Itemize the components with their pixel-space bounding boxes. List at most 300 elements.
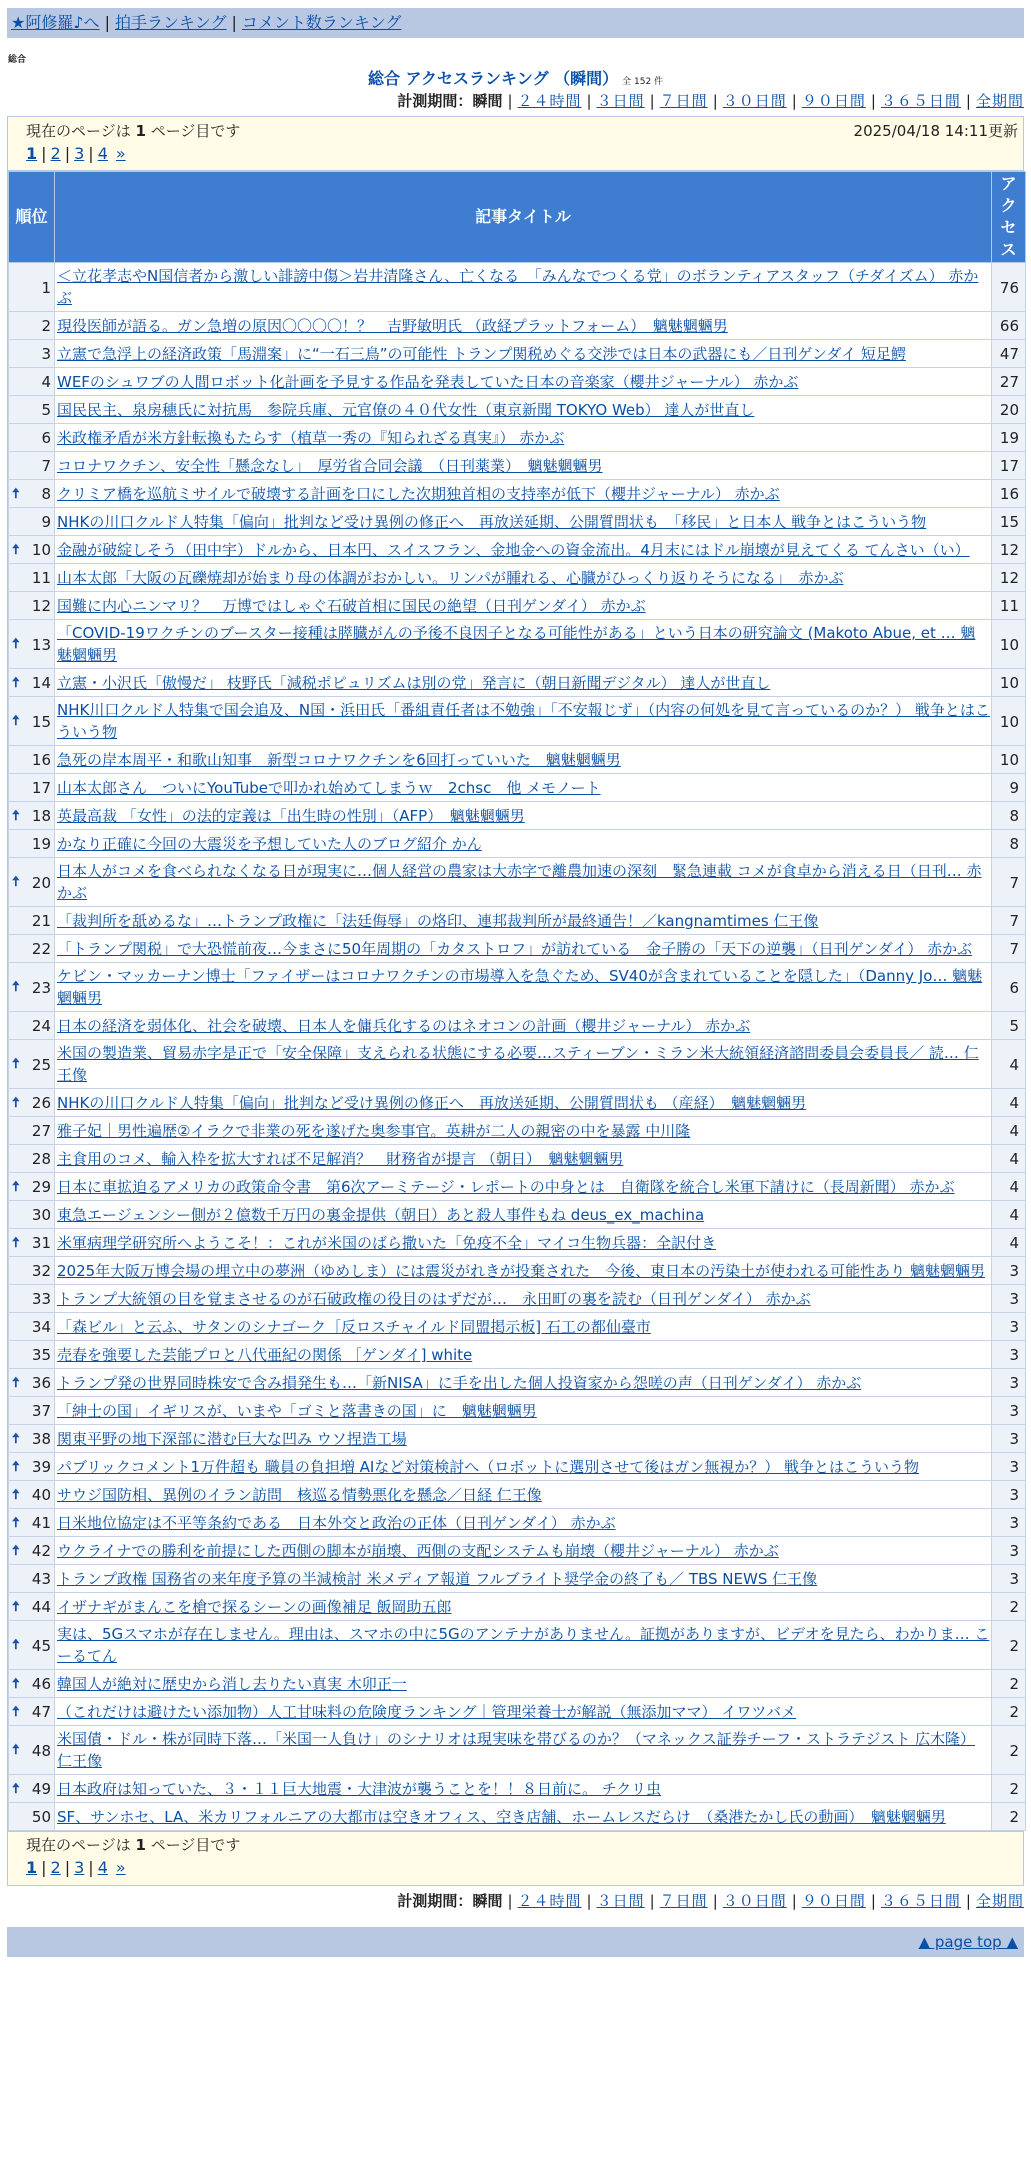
page-current-number: 1 — [135, 1836, 146, 1854]
title-cell — [55, 312, 992, 340]
up-arrow-icon: 🠅 — [12, 1458, 20, 1475]
table-row — [9, 424, 1026, 452]
article-link[interactable]: 雅子妃｜男性遍歴②イラクで非業の死を遂げた奥参事官。英耕が二人の親密の中を暴露 中川隆 — [57, 1121, 691, 1140]
table-row — [9, 746, 1026, 774]
rank-number: 7 — [41, 457, 51, 475]
separator: | — [231, 13, 237, 32]
rank-number: 11 — [31, 569, 51, 587]
pager-top — [8, 117, 1023, 171]
table-row — [9, 669, 1026, 697]
access-count: 7 — [992, 858, 1026, 907]
period-link-6[interactable]: 全期間 — [975, 1892, 1024, 1910]
table-row — [9, 1726, 1026, 1775]
access-count: 3 — [992, 1453, 1026, 1481]
access-count: 7 — [992, 935, 1026, 963]
access-count: 4 — [992, 1089, 1026, 1117]
title-cell — [55, 935, 992, 963]
access-count: 20 — [992, 396, 1026, 424]
title-cell — [55, 1369, 992, 1397]
article-link[interactable]: 日米地位協定は不平等条約である 日本外交と政治の正体（日刊ゲンダイ） 赤かぶ — [57, 1513, 616, 1532]
page-link-current[interactable]: 1 — [26, 1858, 38, 1877]
table-row — [9, 480, 1026, 508]
article-link[interactable]: 山本太郎「大阪の瓦礫焼却が始まり母の体調がおかしい。リンパが腫れる、心臓がひっくり返りそうになる」 赤かぶ — [57, 568, 844, 587]
rank-cell — [9, 1509, 55, 1537]
rank-number: 49 — [31, 1780, 51, 1798]
table-row — [9, 1565, 1026, 1593]
page-text-suffix: ページ目です — [150, 122, 241, 140]
access-count: 9 — [992, 774, 1026, 802]
table-row — [9, 1537, 1026, 1565]
rank-number: 5 — [41, 401, 51, 419]
rank-number: 25 — [31, 1055, 51, 1074]
rank-cell — [9, 1173, 55, 1201]
home-link[interactable]: ★阿修羅♪へ — [11, 13, 100, 32]
up-arrow-icon: 🠅 — [12, 541, 20, 558]
article-link[interactable]: トランプ大統領の目を覚まさせるのが石破政権の役目のはずだが… 永田町の裏を読む（日刊ゲンダイ） 赤かぶ — [57, 1289, 811, 1308]
article-link[interactable]: 「COVID-19ワクチンのブースター接種は膵臓がんの予後不良因子となる可能性がある」という日本の研究論文 (Makoto Abue, et … 魑魅魍魎男 — [57, 624, 976, 664]
access-count: 11 — [992, 592, 1026, 620]
up-arrow-icon: 🠅 — [12, 807, 20, 824]
page-link-2[interactable]: 2 — [50, 144, 61, 163]
access-count: 3 — [992, 1425, 1026, 1453]
title-cell — [55, 1775, 992, 1803]
rank-cell — [9, 508, 55, 536]
article-link[interactable]: トランプ発の世界同時株安で含み損発生も…「新NISA」に手を出した個人投資家から怨嗟の声（日刊ゲンダイ） 赤かぶ — [57, 1373, 862, 1392]
page-link-4[interactable]: 4 — [97, 1858, 108, 1877]
comment-ranking-link[interactable]: コメント数ランキング — [241, 13, 402, 32]
rank-number: 13 — [31, 635, 51, 654]
page-link-3[interactable]: 3 — [74, 144, 85, 163]
article-link[interactable]: イザナギがまんこを槍で探るシーンの画像補足 飯岡助五郎 — [57, 1597, 452, 1616]
rank-number: 50 — [31, 1808, 51, 1826]
period-current: 瞬間 — [472, 92, 503, 110]
article-link[interactable]: 米軍病理学研究所へようこそ！：これが米国のばら撒いた「免疫不全」マイコ生物兵器：全訳付き — [57, 1233, 717, 1252]
access-count: 3 — [992, 1313, 1026, 1341]
separator: | — [507, 92, 513, 110]
access-count: 2 — [992, 1775, 1026, 1803]
page-current-number: 1 — [135, 122, 146, 140]
access-count: 4 — [992, 1117, 1026, 1145]
access-count: 2 — [992, 1621, 1026, 1670]
title-cell — [55, 1698, 992, 1726]
article-link[interactable]: 日本人がコメを食べられなくなる日が現実に…個人経営の農家は大赤字で離農加速の深刻 緊急連載 コメが食卓から消える日（日刊… 赤かぶ — [57, 862, 982, 902]
next-page-link[interactable]: » — [115, 1858, 126, 1877]
rank-cell — [9, 620, 55, 669]
period-link-3[interactable]: ３０日間 — [722, 1892, 787, 1910]
separator: | — [965, 1892, 971, 1910]
table-row — [9, 1369, 1026, 1397]
title-cell — [55, 830, 992, 858]
rank-cell — [9, 1040, 55, 1089]
period-selector — [0, 90, 1024, 116]
period-link-4[interactable]: ９０日間 — [801, 1892, 866, 1910]
top-nav-bar — [7, 8, 1024, 38]
rank-number: 6 — [41, 429, 51, 447]
title-cell — [55, 452, 992, 480]
access-count: 2 — [992, 1670, 1026, 1698]
table-row — [9, 1775, 1026, 1803]
col-header-access: アクセス — [992, 172, 1026, 263]
rank-cell — [9, 935, 55, 963]
rank-cell — [9, 1369, 55, 1397]
rank-number: 14 — [31, 674, 51, 692]
article-link[interactable]: 国難に内心ニンマリ？ 万博ではしゃぐ石破首相に国民の絶望（日刊ゲンダイ） 赤かぶ — [57, 596, 646, 615]
page-links-bottom — [26, 1856, 1005, 1880]
separator: | — [64, 144, 71, 163]
article-link[interactable]: WEFのシュワブの人間ロボット化計画を予見する作品を発表していた日本の音楽家（櫻井ジャーナル） 赤かぶ — [57, 372, 799, 391]
table-row — [9, 830, 1026, 858]
article-link[interactable]: 2025年大阪万博会場の埋立中の夢洲（ゆめしま）には震災がれきが投棄された 今後、東日本の汚染土が使われる可能性あり 魑魅魍魎男 — [57, 1261, 985, 1280]
table-row — [9, 564, 1026, 592]
rank-cell — [9, 1257, 55, 1285]
access-count: 3 — [992, 1257, 1026, 1285]
table-row — [9, 935, 1026, 963]
rank-number: 1 — [41, 278, 51, 297]
rank-cell — [9, 396, 55, 424]
separator — [108, 1858, 116, 1877]
table-row — [9, 697, 1026, 746]
article-link[interactable]: 東急エージェンシー側が２億数千万円の裏金提供（朝日）あと殺人事件もね deus_ex_machina — [57, 1205, 705, 1224]
table-row — [9, 1341, 1026, 1369]
title-cell — [55, 1173, 992, 1201]
rank-cell — [9, 1229, 55, 1257]
access-count: 6 — [992, 963, 1026, 1012]
rank-number: 26 — [31, 1094, 51, 1112]
rank-cell — [9, 1201, 55, 1229]
access-count: 66 — [992, 312, 1026, 340]
period-link-0[interactable]: ２４時間 — [517, 92, 582, 110]
table-row — [9, 1201, 1026, 1229]
article-link[interactable]: 立憲・小沢氏「傲慢だ」 枝野氏「減税ポピュリズムは別の党」発言に（朝日新聞デジタル） 達人が世直し — [57, 673, 771, 692]
article-link[interactable]: （これだけは避けたい添加物）人工甘味料の危険度ランキング｜管理栄養士が解説（無添加ママ） イワツバメ — [57, 1702, 797, 1721]
separator: | — [649, 92, 655, 110]
title-cell — [55, 858, 992, 907]
table-row — [9, 1089, 1026, 1117]
title-cell — [55, 1670, 992, 1698]
page-link-3[interactable]: 3 — [74, 1858, 85, 1877]
rank-cell — [9, 312, 55, 340]
article-link[interactable]: 山本太郎さん ついにYouTubeで叩かれ始めてしまうｗ 2chsc 他 メモノート — [57, 778, 601, 797]
table-row — [9, 1453, 1026, 1481]
access-count: 27 — [992, 368, 1026, 396]
article-link[interactable]: 日本政府は知っていた、３・１１巨大地震・大津波が襲うことを！！８日前に。 チクリ虫 — [57, 1779, 662, 1798]
page-text-prefix: 現在のページは — [26, 122, 131, 140]
period-link-3[interactable]: ３０日間 — [722, 92, 787, 110]
rank-cell — [9, 1117, 55, 1145]
table-row — [9, 508, 1026, 536]
rank-cell — [9, 907, 55, 935]
title-cell — [55, 1117, 992, 1145]
period-link-1[interactable]: ３日間 — [596, 92, 645, 110]
separator: | — [712, 1892, 718, 1910]
rank-number: 45 — [31, 1636, 51, 1655]
article-link[interactable]: コロナワクチン、安全性「懸念なし」 厚労省合同会議 （日刊薬業） 魑魅魍魎男 — [57, 456, 603, 475]
access-count: 76 — [992, 263, 1026, 312]
rank-cell — [9, 1145, 55, 1173]
table-header-row — [9, 172, 1026, 263]
title-cell — [55, 1453, 992, 1481]
table-row — [9, 263, 1026, 312]
rank-cell — [9, 480, 55, 508]
article-link[interactable]: ウクライナでの勝利を前提にした西側の脚本が崩壊、西側の支配システムも崩壊（櫻井ジャーナル） 赤かぶ — [57, 1541, 779, 1560]
rank-number: 23 — [31, 978, 51, 997]
rank-cell — [9, 1089, 55, 1117]
rank-cell — [9, 802, 55, 830]
table-row — [9, 1425, 1026, 1453]
title-cell — [55, 1285, 992, 1313]
period-link-5[interactable]: ３６５日間 — [880, 1892, 961, 1910]
article-link[interactable]: トランプ政権 国務省の来年度予算の半減検討 米メディア報道 フルブライト奨学金の終了も／ TBS NEWS 仁王像 — [57, 1569, 818, 1588]
rank-cell — [9, 1537, 55, 1565]
separator: | — [870, 1892, 876, 1910]
up-arrow-icon: 🠅 — [12, 1178, 20, 1195]
up-arrow-icon: 🠅 — [12, 874, 20, 890]
rank-number: 37 — [31, 1402, 51, 1420]
access-count: 3 — [992, 1369, 1026, 1397]
pager-bottom — [8, 1831, 1023, 1885]
title-cell — [55, 1621, 992, 1670]
up-arrow-icon: 🠅 — [12, 674, 20, 691]
table-row — [9, 1621, 1026, 1670]
rank-number: 20 — [31, 873, 51, 892]
period-link-0[interactable]: ２４時間 — [517, 1892, 582, 1910]
rank-cell — [9, 774, 55, 802]
title-cell — [55, 1565, 992, 1593]
up-arrow-icon: 🠅 — [12, 713, 20, 729]
title-cell — [55, 508, 992, 536]
rank-number: 47 — [31, 1703, 51, 1721]
article-link[interactable]: 金融が破綻しそう（田中宇）ドルから、日本円、スイスフラン、金地金への資金流出。4月末にはドル崩壊が見えてくる てんさい（い） — [57, 540, 970, 559]
article-link[interactable]: ＜立花孝志やN国信者から激しい誹謗中傷＞岩井清隆さん、亡くなる 「みんなでつくる党」のボランティアスタッフ（チダイズム） 赤かぶ — [57, 267, 979, 307]
page-link-current[interactable]: 1 — [26, 144, 38, 163]
article-link[interactable]: NHKの川口クルド人特集「偏向」批判など受け異例の修正へ 再放送延期、公開質問状も （産経） 魑魅魍魎男 — [57, 1093, 807, 1112]
access-count: 8 — [992, 830, 1026, 858]
title-cell — [55, 1341, 992, 1369]
article-link[interactable]: 立憲で急浮上の経済政策「馬淵案」に“一石三鳥”の可能性 トランプ関税めぐる交渉では日本の武器にも／日刊ゲンダイ 短足鰐 — [57, 344, 906, 363]
article-link[interactable]: 売春を強要した芸能プロと八代亜紀の関係 ［ゲンダイ] white — [57, 1345, 473, 1364]
access-count: 3 — [992, 1481, 1026, 1509]
page-text-prefix: 現在のページは — [26, 1836, 131, 1854]
rank-cell — [9, 1341, 55, 1369]
up-arrow-icon: 🠅 — [12, 1234, 20, 1251]
rank-cell — [9, 669, 55, 697]
article-link[interactable]: 「トランプ関税」で大恐慌前夜…今まさに50年周期の「カタストロフ」が訪れている 金子勝の「天下の逆襲」（日刊ゲンダイ） 赤かぶ — [57, 939, 973, 958]
period-label: 計測期間： — [397, 92, 473, 110]
separator: | — [649, 1892, 655, 1910]
rank-number: 10 — [31, 541, 51, 559]
title-cell — [55, 1012, 992, 1040]
title-cell — [55, 963, 992, 1012]
table-row — [9, 340, 1026, 368]
separator: | — [870, 92, 876, 110]
table-row — [9, 368, 1026, 396]
table-row — [9, 312, 1026, 340]
period-link-4[interactable]: ９０日間 — [801, 92, 866, 110]
title-cell — [55, 1145, 992, 1173]
table-row — [9, 1040, 1026, 1089]
rank-cell — [9, 1565, 55, 1593]
separator: | — [507, 1892, 513, 1910]
title-cell — [55, 396, 992, 424]
title-cell — [55, 1537, 992, 1565]
title-cell — [55, 1726, 992, 1775]
title-cell — [55, 774, 992, 802]
rank-number: 15 — [31, 712, 51, 731]
rank-number: 8 — [41, 485, 51, 503]
ranking-title-row — [0, 66, 1031, 90]
table-row — [9, 1229, 1026, 1257]
article-link[interactable]: 韓国人が絶対に歴史から消し去りたい真実 木卯正一 — [57, 1674, 407, 1693]
article-link[interactable]: 関東平野の地下深部に潜む巨大な凹み ウソ捏造工場 — [57, 1429, 407, 1448]
access-count: 16 — [992, 480, 1026, 508]
period-link-6[interactable]: 全期間 — [975, 92, 1024, 110]
access-count: 2 — [992, 1726, 1026, 1775]
access-count: 3 — [992, 1509, 1026, 1537]
rank-cell — [9, 564, 55, 592]
page-link-2[interactable]: 2 — [50, 1858, 61, 1877]
article-link[interactable]: クリミア橋を巡航ミサイルで破壊する計画を口にした次期独首相の支持率が低下（櫻井ジャーナル） 赤かぶ — [57, 484, 780, 503]
title-cell — [55, 1481, 992, 1509]
article-link[interactable]: ケビン・マッカーナン博士「ファイザーはコロナワクチンの市場導入を急ぐため、SV40が含まれていることを隠した」（Danny Jo… 魑魅魍魎男 — [57, 967, 983, 1007]
table-row — [9, 858, 1026, 907]
period-link-2[interactable]: ７日間 — [659, 92, 708, 110]
page-link-4[interactable]: 4 — [97, 144, 108, 163]
table-row — [9, 620, 1026, 669]
table-row — [9, 1012, 1026, 1040]
article-link[interactable]: かなり正確に今回の大震災を予想していた人のブログ紹介 かん — [57, 834, 482, 853]
article-link[interactable]: 米政権矛盾が米方針転換もたらす（植草一秀の『知られざる真実』） 赤かぶ — [57, 428, 565, 447]
table-row — [9, 1285, 1026, 1313]
access-count: 2 — [992, 1593, 1026, 1621]
title-cell — [55, 746, 992, 774]
rank-cell — [9, 592, 55, 620]
up-arrow-icon: 🠅 — [12, 1780, 20, 1797]
separator: | — [41, 1858, 47, 1877]
article-link[interactable]: 日本の経済を弱体化、社会を破壊、日本人を傭兵化するのはネオコンの計画（櫻井ジャーナル） 赤かぶ — [57, 1016, 751, 1035]
article-link[interactable]: 「紳士の国」イギリスが、いまや「ゴミと落書きの国」に 魑魅魍魎男 — [57, 1401, 537, 1420]
article-link[interactable]: 「森ビル」と云ふ、サタンのシナゴーク［反ロスチャイルド同盟掲示板] 石工の都仙臺市 — [57, 1317, 651, 1336]
rank-cell — [9, 452, 55, 480]
article-link[interactable]: サウジ国防相、異例のイラン訪問 核巡る情勢悪化を懸念／日経 仁王像 — [57, 1485, 542, 1504]
separator: | — [791, 92, 797, 110]
title-cell — [55, 1803, 992, 1831]
article-link[interactable]: 米国債・ドル・株が同時下落…「米国一人負け」のシナリオは現実味を帯びるのか？（マネックス証券チーフ・ストラテジスト 広木隆） 仁王像 — [57, 1730, 975, 1770]
rank-cell — [9, 340, 55, 368]
title-cell — [55, 802, 992, 830]
rank-number: 3 — [41, 345, 51, 363]
separator: | — [586, 92, 592, 110]
period-link-5[interactable]: ３６５日間 — [880, 92, 961, 110]
article-link[interactable]: 主食用のコメ、輸入枠を拡大すれば不足解消？ 財務省が提言 （朝日） 魑魅魍魎男 — [57, 1149, 624, 1168]
access-count: 10 — [992, 669, 1026, 697]
rank-cell — [9, 1397, 55, 1425]
title-cell — [55, 1509, 992, 1537]
title-cell — [55, 1040, 992, 1089]
rank-cell — [9, 1593, 55, 1621]
article-link[interactable]: 英最高裁 「女性」の法的定義は「出生時の性別」（AFP） 魑魅魍魎男 — [57, 806, 525, 825]
article-link[interactable]: 実は、5Gスマホが存在しません。理由は、スマホの中に5Gのアンテナがありません。証拠がありますが、ビデオを見たら、わかりま… こーるてん — [57, 1625, 990, 1665]
table-row — [9, 1670, 1026, 1698]
article-link[interactable]: 現役医師が語る。ガン急増の原因〇〇〇〇！？ 吉野敏明氏 （政経プラットフォーム） 魑魅魍魎男 — [57, 316, 728, 335]
period-link-1[interactable]: ３日間 — [596, 1892, 645, 1910]
rank-number: 42 — [31, 1542, 51, 1560]
period-selector-bottom — [0, 1890, 1024, 1916]
rank-cell — [9, 1775, 55, 1803]
access-count: 4 — [992, 1201, 1026, 1229]
article-link[interactable]: 国民民主、泉房穂氏に対抗馬 参院兵庫、元官僚の４０代女性（東京新聞 TOKYO Web） 達人が世直し — [57, 400, 755, 419]
up-arrow-icon: 🠅 — [12, 1542, 20, 1559]
up-arrow-icon: 🠅 — [12, 1094, 20, 1111]
title-cell — [55, 1397, 992, 1425]
article-link[interactable]: SF、サンホセ、LA、米カリフォルニアの大都市は空きオフィス、空き店舗、ホームレスだらけ （桑港たかし氏の動画） 魑魅魍魎男 — [57, 1807, 946, 1826]
rank-cell — [9, 536, 55, 564]
access-count: 4 — [992, 1145, 1026, 1173]
separator: | — [88, 1858, 94, 1877]
separator: | — [88, 144, 94, 163]
rank-number: 24 — [31, 1017, 51, 1035]
title-cell — [55, 669, 992, 697]
rank-number: 4 — [41, 373, 51, 391]
rank-number: 35 — [31, 1346, 51, 1364]
up-arrow-icon: 🠅 — [12, 1056, 20, 1072]
title-cell — [55, 368, 992, 396]
access-count: 2 — [992, 1698, 1026, 1726]
article-link[interactable]: 「裁判所を舐めるな」…トランプ政権に「法廷侮辱」の烙印、連邦裁判所が最終通告！／kangnamtimes 仁王像 — [57, 911, 819, 930]
article-link[interactable]: 日本に車拡迫るアメリカの政策命令書 第6次アーミテージ・レポートの中身とは 自衛隊を統合し米軍下請けに（長周新聞） 赤かぶ — [57, 1177, 955, 1196]
separator: | — [965, 92, 971, 110]
next-page-link[interactable]: » — [115, 144, 126, 163]
rank-number: 30 — [31, 1206, 51, 1224]
access-count: 12 — [992, 564, 1026, 592]
period-current: 瞬間 — [472, 1892, 503, 1910]
page-top-link[interactable]: ▲ page top ▲ — [918, 1933, 1018, 1951]
table-row — [9, 1145, 1026, 1173]
article-link[interactable]: NHKの川口クルド人特集「偏向」批判など受け異例の修正へ 再放送延期、公開質問状も 「移民」と日本人 戦争とはこういう物 — [57, 512, 927, 531]
rank-number: 32 — [31, 1262, 51, 1280]
rank-number: 2 — [41, 317, 51, 335]
page-title: 総合 アクセスランキング （瞬間） — [367, 69, 619, 88]
rank-number: 43 — [31, 1570, 51, 1588]
table-row — [9, 802, 1026, 830]
access-count: 3 — [992, 1397, 1026, 1425]
rank-cell — [9, 1726, 55, 1775]
rank-cell — [9, 858, 55, 907]
rank-number: 39 — [31, 1458, 51, 1476]
access-count: 8 — [992, 802, 1026, 830]
rank-cell — [9, 1453, 55, 1481]
applause-ranking-link[interactable]: 拍手ランキング — [114, 13, 227, 32]
article-link[interactable]: 急死の岸本周平・和歌山知事 新型コロナワクチンを6回打っていいた 魑魅魍魎男 — [57, 750, 621, 769]
article-link[interactable]: パブリックコメント1万件超も 職員の負担増 AIなど対策検討へ（ロボットに選別させて後はガン無視か？） 戦争とはこういう物 — [57, 1457, 920, 1476]
title-cell — [55, 340, 992, 368]
table-row — [9, 452, 1026, 480]
period-link-2[interactable]: ７日間 — [659, 1892, 708, 1910]
table-row — [9, 774, 1026, 802]
article-link[interactable]: NHK川口クルド人特集で国会追及、N国・浜田氏「番組責任者は不勉強」「不安報じず」（内容の何処を見て言っているのか？） 戦争とはこういう物 — [57, 701, 990, 741]
updated-timestamp: 2025/04/18 14:11更新 — [853, 122, 1018, 140]
title-cell — [55, 536, 992, 564]
up-arrow-icon: 🠅 — [12, 1675, 20, 1692]
title-cell — [55, 907, 992, 935]
access-count: 10 — [992, 620, 1026, 669]
rank-number: 18 — [31, 807, 51, 825]
title-cell — [55, 1593, 992, 1621]
rank-number: 21 — [31, 912, 51, 930]
separator: | — [64, 1858, 71, 1877]
rank-number: 34 — [31, 1318, 51, 1336]
table-row — [9, 1173, 1026, 1201]
article-link[interactable]: 米国の製造業、貿易赤字是正で「安全保障」支えられる状態にする必要…スティーブン・ミラン米大統領経済諮問委員会委員長／ 読… 仁王像 — [57, 1044, 979, 1084]
